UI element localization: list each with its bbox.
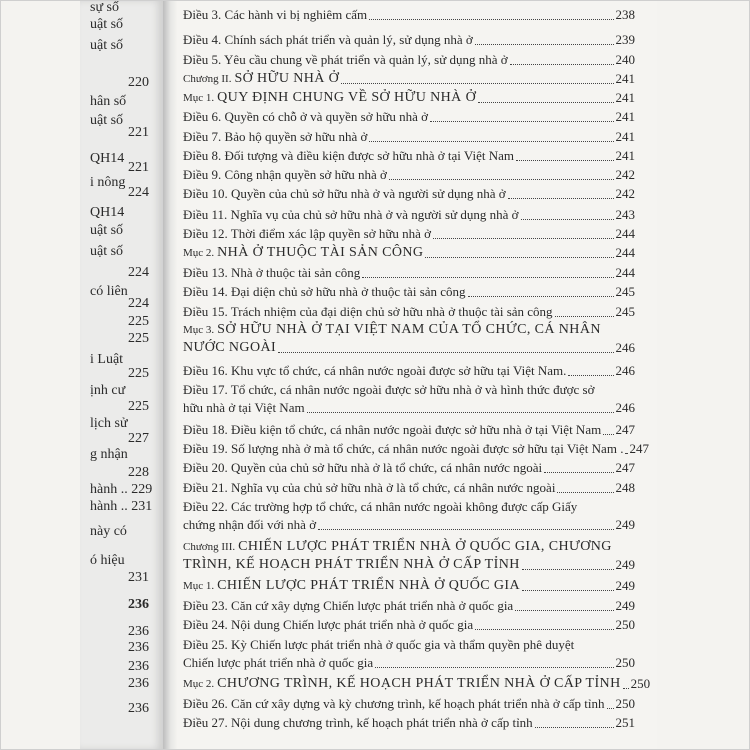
toc-entry — [183, 226, 635, 242]
toc-label: Điều 23. Căn cứ xây dựng Chiến lược phát triển nhà ở quốc gia — [183, 598, 514, 613]
toc-entry — [183, 382, 635, 416]
toc-page-number: 242 — [615, 167, 635, 182]
toc-prefix: Mục 1. — [183, 92, 215, 104]
left-page-line: 225 — [128, 314, 149, 329]
left-page-line: hành .. 231 — [90, 499, 153, 514]
leader-dots — [362, 277, 613, 278]
toc-page-number: 247 — [629, 441, 649, 456]
toc-prefix: Chương II. — [183, 73, 232, 85]
toc-page-number: 249 — [615, 578, 635, 593]
toc-heading — [183, 322, 635, 356]
leader-dots — [516, 160, 613, 161]
leader-dots — [522, 569, 614, 570]
left-page-line: uật số — [90, 244, 124, 259]
toc-label: Điều 6. Quyền có chỗ ở và quyền sở hữu nhà ở — [183, 109, 429, 124]
toc-entry — [183, 186, 635, 202]
toc-page-number: 246 — [615, 400, 635, 415]
left-page-line: 221 — [128, 160, 149, 175]
toc-label: Điều 3. Các hành vi bị nghiêm cấm — [183, 7, 368, 22]
left-page-line: ó hiệu — [90, 553, 125, 568]
left-page-line: 225 — [128, 331, 149, 346]
left-page-line: 224 — [128, 265, 149, 280]
toc-heading — [183, 71, 635, 87]
toc-page-number: 249 — [615, 598, 635, 613]
leader-dots — [433, 238, 613, 239]
leader-dots — [535, 727, 614, 728]
left-page-line: 225 — [128, 366, 149, 381]
leader-dots — [508, 198, 614, 199]
toc-entry — [183, 637, 635, 671]
toc-label: Điều 5. Yêu cầu chung về phát triển và quản lý, sử dụng nhà ở — [183, 52, 508, 67]
toc-label: Điều 7. Bảo hộ quyền sở hữu nhà ở — [183, 129, 368, 144]
toc-label: SỞ HỮU NHÀ Ở — [234, 71, 340, 86]
toc-page-number: 249 — [615, 557, 635, 572]
left-page-line: i Luật — [90, 352, 124, 367]
left-page-line: uật số — [90, 17, 124, 32]
toc-page-number: 247 — [615, 422, 635, 437]
leader-dots — [375, 667, 613, 668]
left-page-line: uật số — [90, 113, 124, 128]
toc-page-number: 250 — [630, 676, 651, 691]
toc-entry — [183, 441, 649, 457]
leader-dots — [475, 629, 613, 630]
leader-dots — [555, 316, 614, 317]
toc-heading — [183, 245, 635, 261]
leader-dots — [623, 688, 629, 689]
toc-label: Điều 8. Đối tượng và điều kiện được sở hữu nhà ở tại Việt Nam — [183, 148, 515, 163]
left-page-line: 228 — [128, 465, 149, 480]
toc-entry — [183, 363, 635, 379]
toc-page-number: 239 — [615, 32, 635, 47]
toc-page-number: 250 — [615, 617, 635, 632]
left-page-line: ịnh cư — [90, 383, 126, 398]
toc-label-continuation: TRÌNH, KẾ HOẠCH PHÁT TRIỂN NHÀ Ở CẤP TỈNH — [183, 557, 520, 572]
toc-entry — [183, 696, 635, 712]
toc-label: Điều 16. Khu vực tổ chức, cá nhân nước ngoài được sở hữu tại Việt Nam. — [183, 363, 567, 378]
leader-dots — [475, 44, 614, 45]
left-page-line: hành .. 229 — [90, 482, 153, 497]
toc-prefix: Mục 2. — [183, 247, 215, 259]
leader-dots — [369, 19, 613, 20]
left-page-line: 236 — [128, 659, 149, 674]
leader-dots — [278, 352, 613, 353]
toc-entry — [183, 460, 635, 476]
toc-entry — [183, 32, 635, 48]
toc-label: Điều 9. Công nhận quyền sở hữu nhà ở — [183, 167, 387, 182]
toc-page-number: 242 — [615, 186, 635, 201]
leader-dots — [568, 375, 613, 376]
toc-page-number: 250 — [615, 655, 635, 670]
toc-entry — [183, 617, 635, 633]
leader-dots — [389, 179, 614, 180]
toc-prefix: Mục 3. — [183, 324, 215, 336]
toc-page-number: 244 — [615, 226, 635, 241]
left-page-line: có liên — [90, 284, 128, 299]
toc-page-number: 241 — [615, 71, 635, 86]
left-page-line: 236 — [128, 676, 149, 691]
left-page-line: QH14 — [90, 205, 125, 220]
toc-entry — [183, 129, 635, 145]
toc-entry — [183, 207, 635, 223]
leader-dots — [478, 102, 613, 103]
left-page-line: 227 — [128, 431, 149, 446]
toc-label: Điều 25. Kỳ Chiến lược phát triển nhà ở quốc gia và thẩm quyền phê duyệt — [183, 637, 575, 652]
toc-entry — [183, 167, 635, 183]
leader-dots — [425, 257, 613, 258]
toc-prefix: Mục 1. — [183, 580, 215, 592]
toc-heading — [183, 539, 635, 573]
toc-label: Điều 14. Đại diện chủ sở hữu nhà ở thuộc tài sản công — [183, 284, 466, 299]
toc-label: QUY ĐỊNH CHUNG VỀ SỞ HỮU NHÀ Ở — [217, 90, 477, 105]
toc-label: Điều 27. Nội dung chương trình, kế hoạch phát triển nhà ở cấp tỉnh — [183, 715, 533, 730]
leader-dots — [557, 492, 613, 493]
toc-label: NHÀ Ở THUỘC TÀI SẢN CÔNG — [217, 245, 424, 260]
toc-label-continuation: hữu nhà ở tại Việt Nam — [183, 400, 305, 415]
toc-label: CHIẾN LƯỢC PHÁT TRIỂN NHÀ Ở QUỐC GIA, CHƯƠNG — [238, 539, 612, 554]
toc-page-number: 245 — [615, 304, 635, 319]
toc-label: CHIẾN LƯỢC PHÁT TRIỂN NHÀ Ở QUỐC GIA — [217, 578, 520, 593]
toc-entry — [183, 148, 635, 164]
left-page-line: g nhận — [90, 447, 128, 462]
toc-page-number: 241 — [615, 148, 635, 163]
leader-dots — [369, 141, 613, 142]
toc-page-number: 243 — [615, 207, 635, 222]
left-page-line: 236 — [128, 597, 149, 612]
toc-heading — [183, 578, 635, 594]
toc-label: CHƯƠNG TRÌNH, KẾ HOẠCH PHÁT TRIỂN NHÀ Ở CẤP TỈNH — [217, 676, 621, 691]
toc-label: Điều 12. Thời điểm xác lập quyền sở hữu nhà ở — [183, 226, 432, 241]
left-page-line: uật số — [90, 223, 124, 238]
toc-page-number: 250 — [615, 696, 635, 711]
toc-prefix: Chương III. — [183, 541, 236, 553]
left-page-line: QH14 — [90, 151, 125, 166]
toc-entry — [183, 7, 635, 23]
toc-heading — [183, 676, 651, 692]
toc-page-number: 247 — [615, 460, 635, 475]
toc-label: Điều 22. Các trường hợp tổ chức, cá nhân nước ngoài không được cấp Giấy — [183, 499, 578, 514]
leader-dots — [430, 121, 613, 122]
toc-label: Điều 26. Căn cứ xây dựng và kỳ chương trình, kế hoạch phát triển nhà ở cấp tỉnh — [183, 696, 605, 711]
leader-dots — [544, 472, 613, 473]
left-page-line: 225 — [128, 399, 149, 414]
toc-page-number: 241 — [615, 109, 635, 124]
toc-entry — [183, 265, 635, 281]
left-page-line: 236 — [128, 701, 149, 716]
toc-label-continuation: NƯỚC NGOÀI — [183, 340, 277, 355]
leader-dots — [515, 610, 613, 611]
toc-entry — [183, 715, 635, 731]
left-page-line: hân số — [90, 94, 127, 109]
leader-dots — [607, 708, 614, 709]
toc-label: Điều 17. Tổ chức, cá nhân nước ngoài được sở hữu nhà ở và hình thức được sở — [183, 382, 595, 397]
leader-dots — [510, 64, 614, 65]
left-page-line: lịch sử — [90, 416, 128, 431]
left-page-line: uật số — [90, 38, 124, 53]
toc-page-number: 251 — [615, 715, 635, 730]
toc-page-number: 244 — [615, 265, 635, 280]
left-page-line: 236 — [128, 624, 149, 639]
toc-page-number: 238 — [615, 7, 635, 22]
toc-prefix: Mục 2. — [183, 678, 215, 690]
toc-label-continuation: Chiến lược phát triển nhà ở quốc gia — [183, 655, 374, 670]
toc-page-number: 241 — [615, 90, 635, 105]
toc-entry — [183, 480, 635, 496]
toc-label: Điều 4. Chính sách phát triển và quản lý, sử dụng nhà ở — [183, 32, 473, 47]
toc-page-number: 244 — [615, 245, 635, 260]
toc-page-number: 240 — [615, 52, 635, 67]
leader-dots — [341, 83, 613, 84]
toc-label-continuation: chứng nhận đối với nhà ở — [183, 517, 317, 532]
toc-entry — [183, 304, 635, 320]
leader-dots — [307, 412, 614, 413]
toc-entry — [183, 598, 635, 614]
toc-label: Điều 11. Nghĩa vụ của chủ sở hữu nhà ở và người sử dụng nhà ở — [183, 207, 519, 222]
book-gutter — [163, 0, 177, 750]
toc-label: Điều 18. Điều kiện tổ chức, cá nhân nước ngoài được sở hữu nhà ở tại Việt Nam — [183, 422, 602, 437]
toc-label: Điều 15. Trách nhiệm của đại diện chủ sở hữu nhà ở thuộc tài sản công — [183, 304, 553, 319]
left-page-line: sự số — [90, 0, 119, 15]
left-page-line: 224 — [128, 296, 149, 311]
left-page-line: i nông — [90, 175, 126, 190]
left-page-fragment — [80, 0, 163, 750]
toc-label: Điều 20. Quyền của chủ sở hữu nhà ở là tổ chức, cá nhân nước ngoài — [183, 460, 543, 475]
toc-label: SỞ HỮU NHÀ Ở TẠI VIỆT NAM CỦA TỔ CHỨC, CÁ NHÂN — [217, 322, 601, 337]
toc-label: Điều 13. Nhà ở thuộc tài sản công — [183, 265, 361, 280]
leader-dots — [318, 529, 613, 530]
toc-label: Điều 21. Nghĩa vụ của chủ sở hữu nhà ở là tổ chức, cá nhân nước ngoài — [183, 480, 556, 495]
left-page-line: 224 — [128, 185, 149, 200]
leader-dots — [468, 296, 614, 297]
toc-page-number: 241 — [615, 129, 635, 144]
toc-label: Điều 10. Quyền của chủ sở hữu nhà ở và người sử dụng nhà ở — [183, 186, 506, 201]
toc-label: Điều 24. Nội dung Chiến lược phát triển nhà ở quốc gia — [183, 617, 474, 632]
toc-page-number: 249 — [615, 517, 635, 532]
leader-dots — [603, 434, 613, 435]
leader-dots — [522, 590, 614, 591]
toc-entry — [183, 422, 635, 438]
toc-page-number: 246 — [615, 363, 635, 378]
toc-page-number: 246 — [615, 340, 635, 355]
left-page-line: 231 — [128, 570, 149, 585]
leader-dots — [521, 219, 614, 220]
leader-dots — [625, 453, 627, 454]
left-page-line: này có — [90, 524, 127, 539]
toc-page-number: 245 — [615, 284, 635, 299]
left-page-line: 236 — [128, 640, 149, 655]
toc-label: Điều 19. Số lượng nhà ở mà tổ chức, cá nhân nước ngoài được sở hữu tại Việt Nam . — [183, 441, 624, 456]
toc-entry — [183, 52, 635, 68]
toc-entry — [183, 499, 635, 533]
toc-entry — [183, 109, 635, 125]
toc-entry — [183, 284, 635, 300]
toc-page-number: 248 — [615, 480, 635, 495]
left-page-line: 220 — [128, 75, 149, 90]
toc-heading — [183, 90, 635, 106]
left-page-line: 221 — [128, 125, 149, 140]
